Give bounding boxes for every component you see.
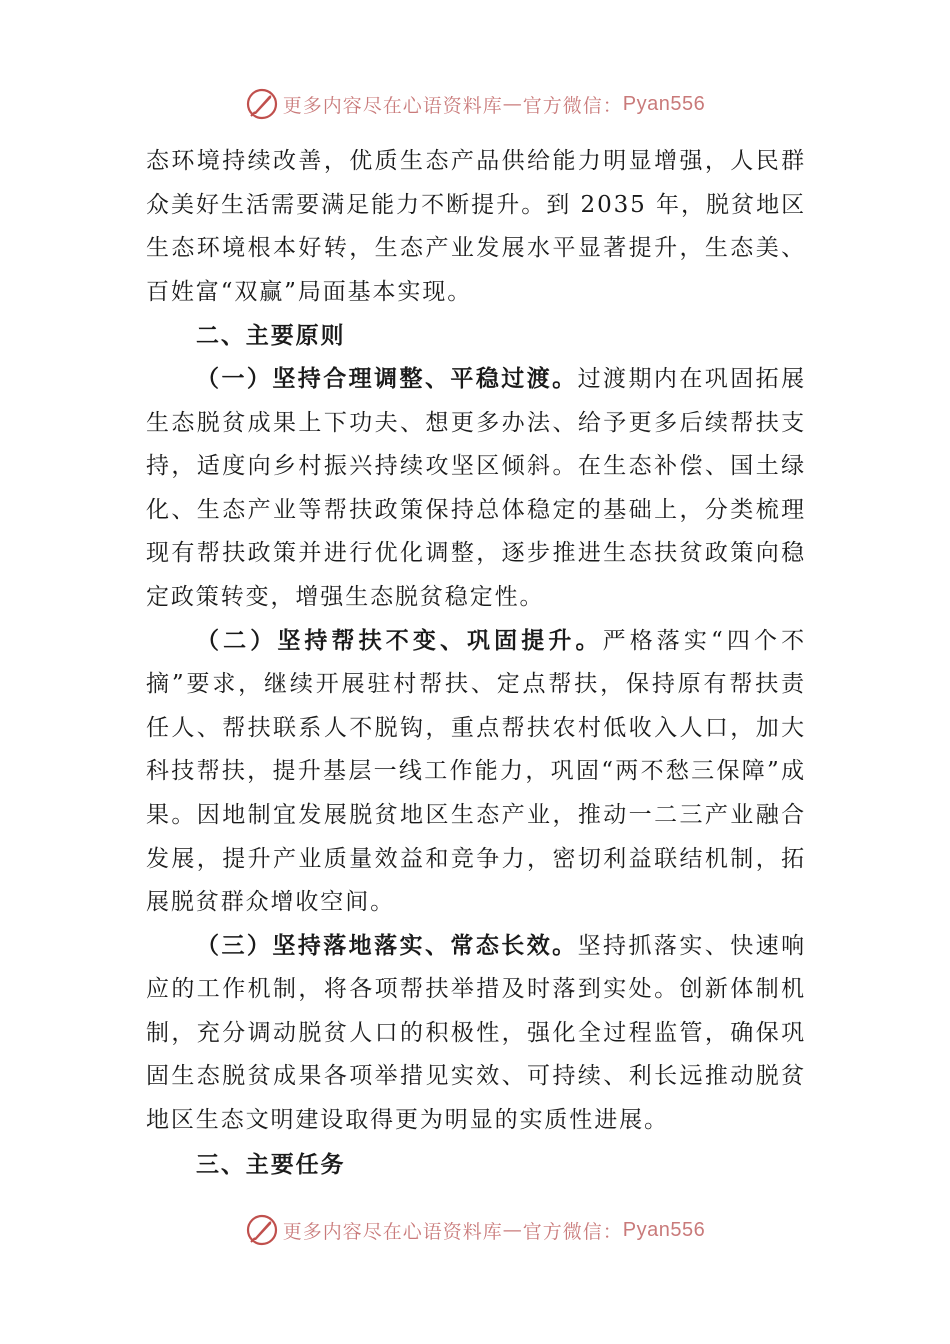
- principle-2-text: 严格落实“四个不摘”要求，继续开展驻村帮扶、定点帮扶，保持原有帮扶责任人、帮扶联系人不脱钩，重点帮扶农村低收入人口，加大科技帮扶，提升基层一线工作能力，巩固“两不愁三保障”成果。因地制宜发展脱贫地区生态产业，推动一二三产业融合发展，提升产业质量效益和竞争力，密切利益联结机制，拓展脱贫群众增收空间。: [146, 627, 806, 916]
- watermark-separator: —: [502, 93, 523, 115]
- watermark-site-text: 更多内容尽在心语资料库: [282, 1220, 503, 1243]
- principle-3-text: 坚持抓落实、快速响应的工作机制，将各项帮扶举措及时落到实处。创新体制机制，充分调动脱贫人口的积极性，强化全过程监管，确保巩固生态脱贫成果各项举措见实效、可持续、利长远推动脱贫地区生态文明建设取得更为明显的实质性进展。: [146, 932, 807, 1134]
- watermark-label: 官方微信：: [522, 1220, 623, 1243]
- watermark-id: Pyan556: [622, 92, 706, 115]
- principle-1-text: 过渡期内在巩固拓展生态脱贫成果上下功夫、想更多办法、给予更多后续帮扶支持，适度向乡村振兴持续攻坚区倾斜。在生态补偿、国土绿化、生态产业等帮扶政策保持总体稳定的基础上，分类梳理现有帮扶政策并进行优化调整，逐步推进生态扶贫政策向稳定政策转变，增强生态脱贫稳定性。: [146, 365, 807, 610]
- watermark-separator: —: [502, 1219, 523, 1241]
- paragraph-intro: 态环境持续改善，优质生态产品供给能力明显增强，人民群众美好生活需要满足能力不断提升。到 2035 年，脱贫地区生态环境根本好转，生态产业发展水平显著提升，生态美、百姓富“双赢”局面基本实现。: [146, 148, 806, 305]
- principle-2-title: （二）坚持帮扶不变、巩固提升。: [196, 627, 603, 654]
- principle-1: [146, 358, 806, 620]
- section-heading-principles: 二、主要原则: [196, 322, 346, 350]
- watermark-site-text: 更多内容尽在心语资料库: [282, 94, 503, 117]
- section-heading-tasks: 三、主要任务: [196, 1150, 346, 1178]
- principle-2: [146, 620, 806, 925]
- principle-1-title: （一）坚持合理调整、平稳过渡。: [196, 365, 578, 392]
- watermark-footer: [0, 1210, 950, 1250]
- watermark-header: [0, 84, 950, 124]
- quill-logo-icon: [245, 87, 279, 121]
- document-body: [146, 140, 806, 1186]
- principle-3: [146, 925, 806, 1143]
- principle-3-title: （三）坚持落地落实、常态长效。: [196, 932, 578, 959]
- watermark-id: Pyan556: [622, 1218, 706, 1241]
- watermark-label: 官方微信：: [522, 94, 623, 117]
- quill-logo-icon: [245, 1213, 279, 1247]
